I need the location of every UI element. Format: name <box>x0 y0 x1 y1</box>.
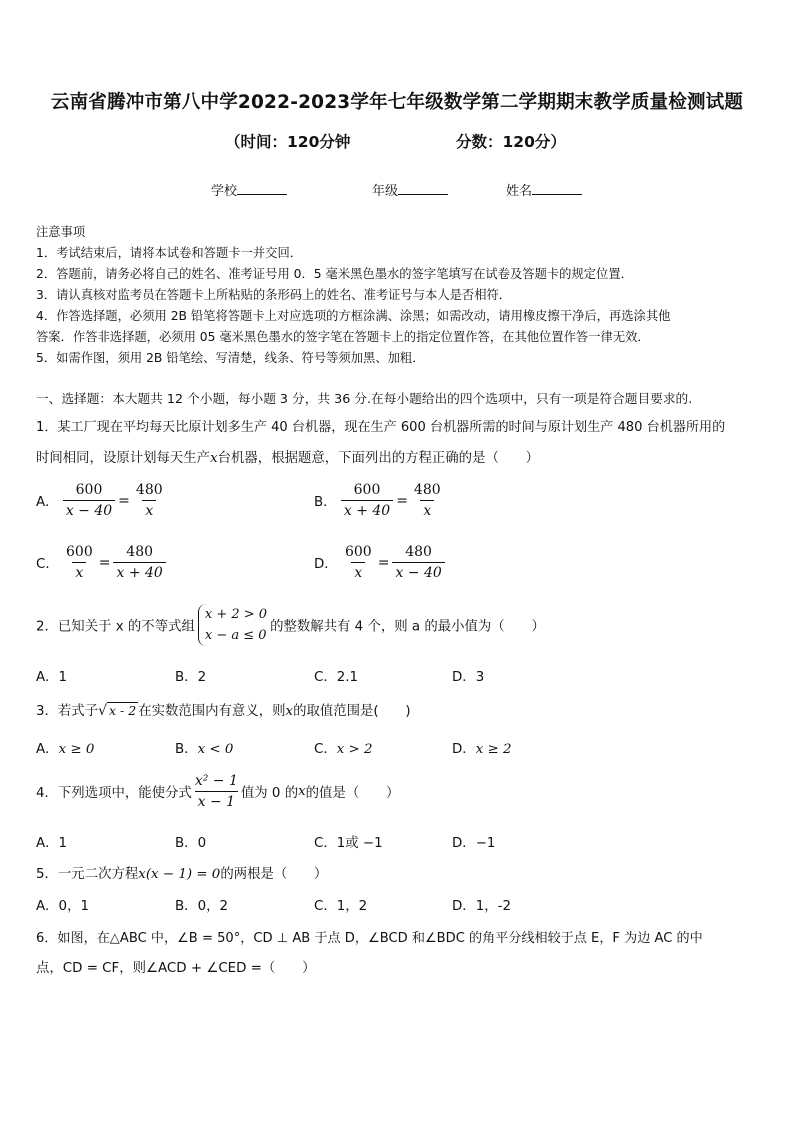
page-title: 云南省腾冲市第八中学2022-2023学年七年级数学第二学期期末教学质量检测试题 <box>50 92 744 113</box>
q4-option-a[interactable]: A．1 <box>36 836 68 851</box>
grade-blank <box>398 182 448 195</box>
question-1-line2: 时间相同，设原计划每天生产x台机器，根据题意，下面列出的方程正确的是（ ） <box>36 451 540 466</box>
score-label: 分数：120分） <box>456 133 566 151</box>
q1-option-d[interactable]: D． $\frac{600}{x}$ = $\frac{480}{x - 40}$ <box>314 544 445 581</box>
school-label: 学校 <box>211 184 238 199</box>
fraction: $\frac{600}{x - 40}$ <box>63 482 115 519</box>
fraction: $\frac{480}{x + 40}$ <box>113 544 165 581</box>
q4-option-d[interactable]: D．−1 <box>452 836 496 851</box>
q4-option-b[interactable]: B．0 <box>175 836 207 851</box>
q2-option-a[interactable]: A．1 <box>36 670 68 685</box>
fraction: $\frac{600}{x}$ <box>344 544 372 581</box>
question-6-line2: 点，CD = CF，则∠ACD + ∠CED =（ ） <box>36 961 316 976</box>
question-4: 4．下列选项中，能使分式 $\frac{\text{x² − 1}}{x - 1}$ 值为 0 的x的值是（ ） <box>36 773 400 810</box>
note-item: 1．考试结束后，请将本试卷和答题卡一并交回． <box>36 246 303 260</box>
name-field <box>506 180 582 199</box>
grade-field <box>372 180 448 199</box>
note-item: 2．答题前，请务必将自己的姓名、准考证号用 0．5 毫米黑色墨水的签字笔填写在试卷及答题卡的规定位置． <box>36 267 633 281</box>
q1-option-c[interactable]: C． $\frac{600}{x}$ = $\frac{480}{x + 40}$ <box>36 544 166 581</box>
name-blank <box>532 182 582 195</box>
q3-option-c[interactable]: C．x > 2 <box>314 742 373 757</box>
question-6-line1: 6．如图，在△ABC 中，∠B = 50°，CD ⊥ AB 于点 D，∠BCD 和∠BDC 的角平分线相较于点 E，F 为边 AC 的中 <box>36 931 703 946</box>
fraction: $\frac{600}{x}$ <box>66 544 93 581</box>
q1-option-b[interactable]: B． $\frac{600}{x + 40}$ = $\frac{480}{x}$ <box>314 482 444 519</box>
fraction: $\frac{\text{x² − 1}}{x - 1}$ <box>194 773 238 810</box>
question-2: 2．已知关于 x 的不等式组x + 2 > 0 x − a ≤ 0的整数解共有 4 个，则 a 的最小值为（ ） <box>36 604 545 646</box>
fraction: $\frac{480}{x}$ <box>135 482 163 519</box>
question-1-line1: 1．某工厂现在平均每天比原计划多生产 40 台机器，现在生产 600 台机器所需的时间与原计划生产 480 台机器所用的 <box>36 420 726 435</box>
q4-option-c[interactable]: C．1或 −1 <box>314 836 383 851</box>
square-root: √ x - 2 <box>98 703 137 719</box>
q2-option-c[interactable]: C．2.1 <box>314 670 359 685</box>
q5-option-d[interactable]: D．1，-2 <box>452 899 511 914</box>
fraction: $\frac{480}{x}$ <box>413 482 441 519</box>
q5-option-b[interactable]: B．0，2 <box>175 899 229 914</box>
q5-option-a[interactable]: A．0，1 <box>36 899 89 914</box>
note-item: 5．如需作图，须用 2B 铅笔绘、写清楚，线条、符号等须加黑、加粗． <box>36 351 425 365</box>
school-blank <box>237 182 287 195</box>
question-3: 3．若式子√ x - 2 在实数范围内有意义，则x的取值范围是( ) <box>36 703 411 719</box>
grade-label: 年级 <box>372 184 399 199</box>
fraction: $\frac{600}{x + 40}$ <box>341 482 393 519</box>
time-label: （时间：120分钟 <box>225 133 351 151</box>
q3-option-d[interactable]: D．x ≥ 2 <box>452 742 512 757</box>
note-item: 答案．作答非选择题，必须用 05 毫米黑色墨水的签字笔在答题卡上的指定位置作答，在其他位置作答一律无效． <box>36 330 650 344</box>
fraction: $\frac{480}{x - 40}$ <box>392 544 444 581</box>
note-item: 3．请认真核对监考员在答题卡上所粘贴的条形码上的姓名、准考证号与本人是否相符． <box>36 288 512 302</box>
q5-option-c[interactable]: C．1，2 <box>314 899 368 914</box>
name-label: 姓名 <box>506 184 533 199</box>
q1-option-a[interactable]: A． $\frac{600}{x - 40}$ = $\frac{480}{x}$ <box>36 482 166 519</box>
q2-option-b[interactable]: B．2 <box>175 670 207 685</box>
question-5: 5．一元二次方程x(x − 1) = 0的两根是（ ） <box>36 867 328 882</box>
q3-option-a[interactable]: A．x ≥ 0 <box>36 742 95 757</box>
section-heading: 一、选择题：本大题共 12 个小题，每小题 3 分，共 36 分.在每小题给出的四个选项中，只有一项是符合题目要求的. <box>36 391 693 406</box>
q2-option-d[interactable]: D．3 <box>452 670 485 685</box>
note-item: 4．作答选择题，必须用 2B 铅笔将答题卡上对应选项的方框涂满、涂黑；如需改动，请用橡皮擦干净后，再选涂其他 <box>36 309 671 323</box>
inequality-system: x + 2 > 0 x − a ≤ 0 <box>198 604 267 646</box>
school-field <box>211 180 287 199</box>
notes-heading: 注意事项 <box>36 225 86 239</box>
q3-option-b[interactable]: B．x < 0 <box>175 742 234 757</box>
